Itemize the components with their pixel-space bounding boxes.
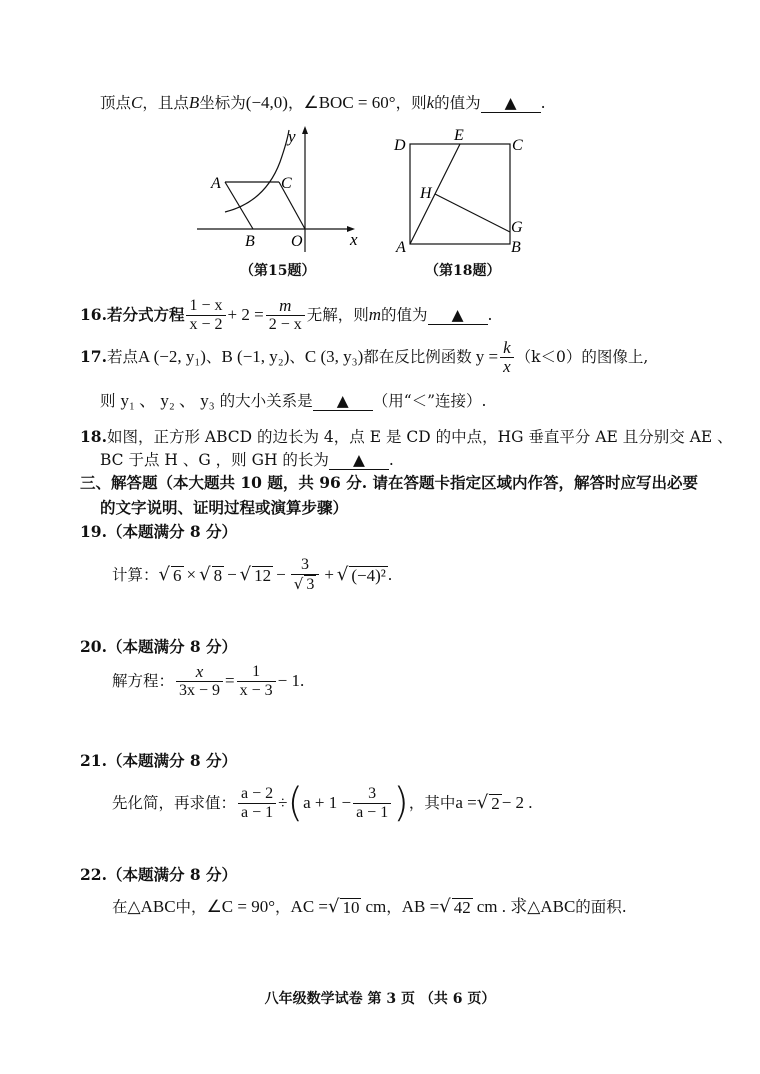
- hyperbola-curve: [225, 130, 289, 212]
- question-18: 18.如图，正方形 ABCD 的边长为 4，点 E 是 CD 的中点，HG 垂直平分 AE 且分别交 AE 、: [80, 427, 733, 446]
- page-footer: 八年级数学试卷 第 3 页 （共 6 页）: [264, 991, 496, 1007]
- q15-tail-line: 顶点C，且点B坐标为(−4,0)，∠BOC = 60°，则k的值为 ▲ .: [100, 93, 546, 112]
- radical-sign: √: [199, 564, 211, 585]
- label-E: E: [454, 127, 464, 144]
- question-19-title: 19.（本题满分 8 分）: [80, 522, 238, 541]
- figure-15: [195, 122, 370, 257]
- fraction: $\frac{k}{x}$: [500, 339, 514, 376]
- radical-sign: √: [328, 896, 340, 917]
- label-x: x: [350, 230, 358, 249]
- label-y: y: [288, 127, 296, 146]
- fraction: $\frac{3}{a - 1}$: [353, 785, 391, 822]
- question-18-line-2: BC 于点 H 、G ，则 GH 的长为 ▲ .: [100, 451, 394, 469]
- radical-sign: √: [239, 564, 252, 585]
- answer-blank: ▲: [313, 392, 373, 411]
- question-22-body: 在 △ABC 中， ∠C = 90° ， AC = √ 10 cm ， AB = √ 42 cm . 求 △ABC 的面积.: [112, 896, 627, 917]
- fraction: $\frac{1}{x - 3}$: [237, 663, 276, 700]
- figure-18-caption: （第18题）: [425, 263, 501, 279]
- label-B: B: [511, 239, 521, 256]
- label-D: D: [394, 137, 406, 154]
- figure-15-caption: （第15题）: [240, 263, 316, 279]
- question-22-title: 22.（本题满分 8 分）: [80, 865, 238, 884]
- label-O: O: [291, 233, 303, 250]
- radical-sign: √: [439, 896, 451, 917]
- question-16: 16. 若分式方程 $\frac{1 - x}{x - 2}$ + 2 = $\frac{m}{2 - x}$ 无解，则 m 的值为 ▲ .: [80, 295, 493, 333]
- answer-blank: ▲: [329, 451, 389, 470]
- label-A: A: [396, 239, 406, 256]
- fraction: $\frac{a - 2}{a - 1}$: [238, 785, 276, 822]
- fraction: $\frac{1 - x}{x - 2}$: [186, 297, 225, 334]
- radical-sign: √: [476, 792, 489, 813]
- radical-sign: √: [293, 575, 304, 593]
- fraction: $\frac{x}{3x - 9}$: [176, 663, 223, 700]
- figure-18: [390, 126, 535, 256]
- segment-HG: [435, 194, 510, 232]
- question-21-body: 先化简，再求值： $\frac{a - 2}{a - 1}$ ÷ ( a + 1 − $\frac{3}{a - 1}$ ) ，其中 a = √ 2 − 2 .: [112, 780, 533, 826]
- question-19-body: 计算： √ 6 × √ 8 − √ 12 − $\frac{3}{√ 3}$ + √ (−4)² .: [112, 556, 393, 593]
- fraction: $\frac{3}{√ 3}$: [291, 556, 320, 594]
- segment-AB: [225, 182, 253, 229]
- section-3-heading: 三、解答题（本大题共 10 题，共 96 分. 请在答题卡指定区域内作答，解答时应写出必要: [80, 473, 699, 492]
- label-A: A: [211, 175, 221, 192]
- question-17: 17. 若点 A (−2, y₁) 、 B (−1, y₂) 、 C (3, y₃) 都在反比例函数 y = $\frac{k}{x}$ （k＜0） 的图像上,: [80, 337, 649, 376]
- answer-blank: ▲: [428, 306, 488, 325]
- radical-sign: √: [336, 564, 349, 585]
- answer-blank: ▲: [481, 94, 541, 113]
- y-axis-arrow: [302, 126, 308, 134]
- label-H: H: [420, 185, 432, 202]
- question-20-body: 解方程： $\frac{x}{3x - 9}$ = $\frac{1}{x - 3}$ − 1.: [112, 661, 305, 699]
- fraction: $\frac{m}{2 - x}$: [266, 297, 305, 334]
- label-C: C: [512, 137, 523, 154]
- question-21-title: 21.（本题满分 8 分）: [80, 751, 238, 770]
- label-G: G: [511, 219, 523, 236]
- label-C: C: [281, 175, 292, 192]
- question-20-title: 20.（本题满分 8 分）: [80, 637, 238, 656]
- radical-sign: √: [158, 564, 170, 585]
- label-B: B: [245, 233, 255, 250]
- section-3-heading-line-2: 的文字说明、证明过程或演算步骤）: [100, 498, 349, 517]
- question-17-line-2: 则 y₁ 、 y₂ 、 y₃ 的大小关系是 ▲ （用“＜”连接）.: [100, 391, 487, 410]
